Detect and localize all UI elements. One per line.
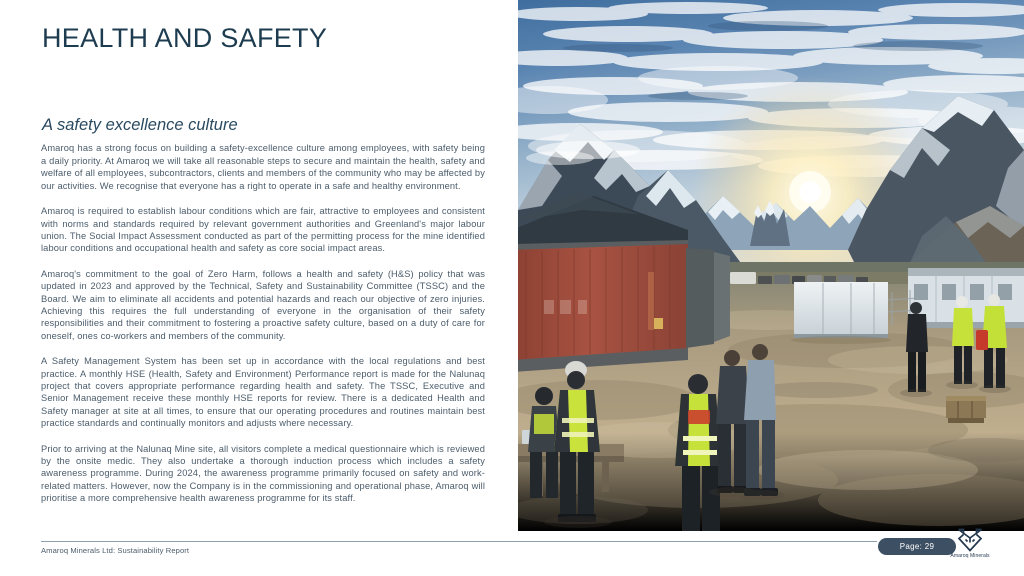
body-copy [41, 142, 485, 504]
page-number-badge: Page: 29 [878, 538, 956, 555]
section-subtitle: A safety excellence culture [42, 115, 238, 134]
wolf-head-icon [957, 528, 983, 552]
site-photograph [518, 0, 1024, 531]
brand-name-label: Amaroq Minerals [950, 553, 990, 559]
footer-divider [41, 541, 877, 542]
page-title: HEALTH AND SAFETY [42, 23, 328, 53]
brand-lockup [946, 528, 994, 568]
footer-document-label: Amaroq Minerals Ltd: Sustainability Report [41, 546, 190, 555]
paragraph-2: Amaroq is required to establish labour conditions which are fair, attractive to employees and consistent with norms and standards required by relevant government authorities and Greenland's major labour union. The Social Impact Assessment conducted as part of the permitting process for the mine identified labour conditions and occupational health and safety as core social impact areas. [41, 206, 485, 254]
paragraph-5: Prior to arriving at the Nalunaq Mine site, all visitors complete a medical questionnaire which is reviewed by the onsite medic. They also undertake a thorough induction process which includes a safety awareness programme. During 2024, the awareness programme primarily focused on safety and work-related matters. However, now the Company is in the commissioning and operational phase, Amaroq will prioritise a more comprehensive health awareness programme for its staff. [41, 443, 485, 504]
paragraph-1: Amaroq has a strong focus on building a safety-excellence culture among employees, with safety being a daily priority. At Amaroq we will take all reasonable steps to secure and maintain the health, safety and welfare of all employees, subcontractors, clients and members of the community who may be affected by our activities. We recognise that everyone has a right to operate in a safe and healthy environment. [41, 143, 485, 191]
paragraph-3: Amaroq's commitment to the goal of Zero Harm, follows a health and safety (H&S) policy that was updated in 2023 and approved by the Technical, Safety and Sustainability Committee (TSSC) and the Board. We aim to eliminate all accidents and potential hazards and reach our objective of zero injuries. Achieving this requires the full understanding of everyone in the organisation of their safety responsibilities and their commitment to fostering a proactive safety culture, based on a duty of care for oneself, ones co-workers and members of the community. [41, 268, 485, 341]
photo-artwork [518, 0, 1024, 531]
content-column [41, 24, 485, 505]
paragraph-4: A Safety Management System has been set up in accordance with the local regulations and best practice. A monthly HSE (Health, Safety and Environment) Performance report is made for the Nalunaq project that covers appropriate performance regarding health and safety. The TSSC, Executive and Senior Management receive these monthly HSE reports for review. There is a dedicated Health and Safety manager at site at all times, to ensure that our operating procedures and routines maintain best practice standards and continually monitors and adjusts where necessary. [41, 356, 485, 429]
